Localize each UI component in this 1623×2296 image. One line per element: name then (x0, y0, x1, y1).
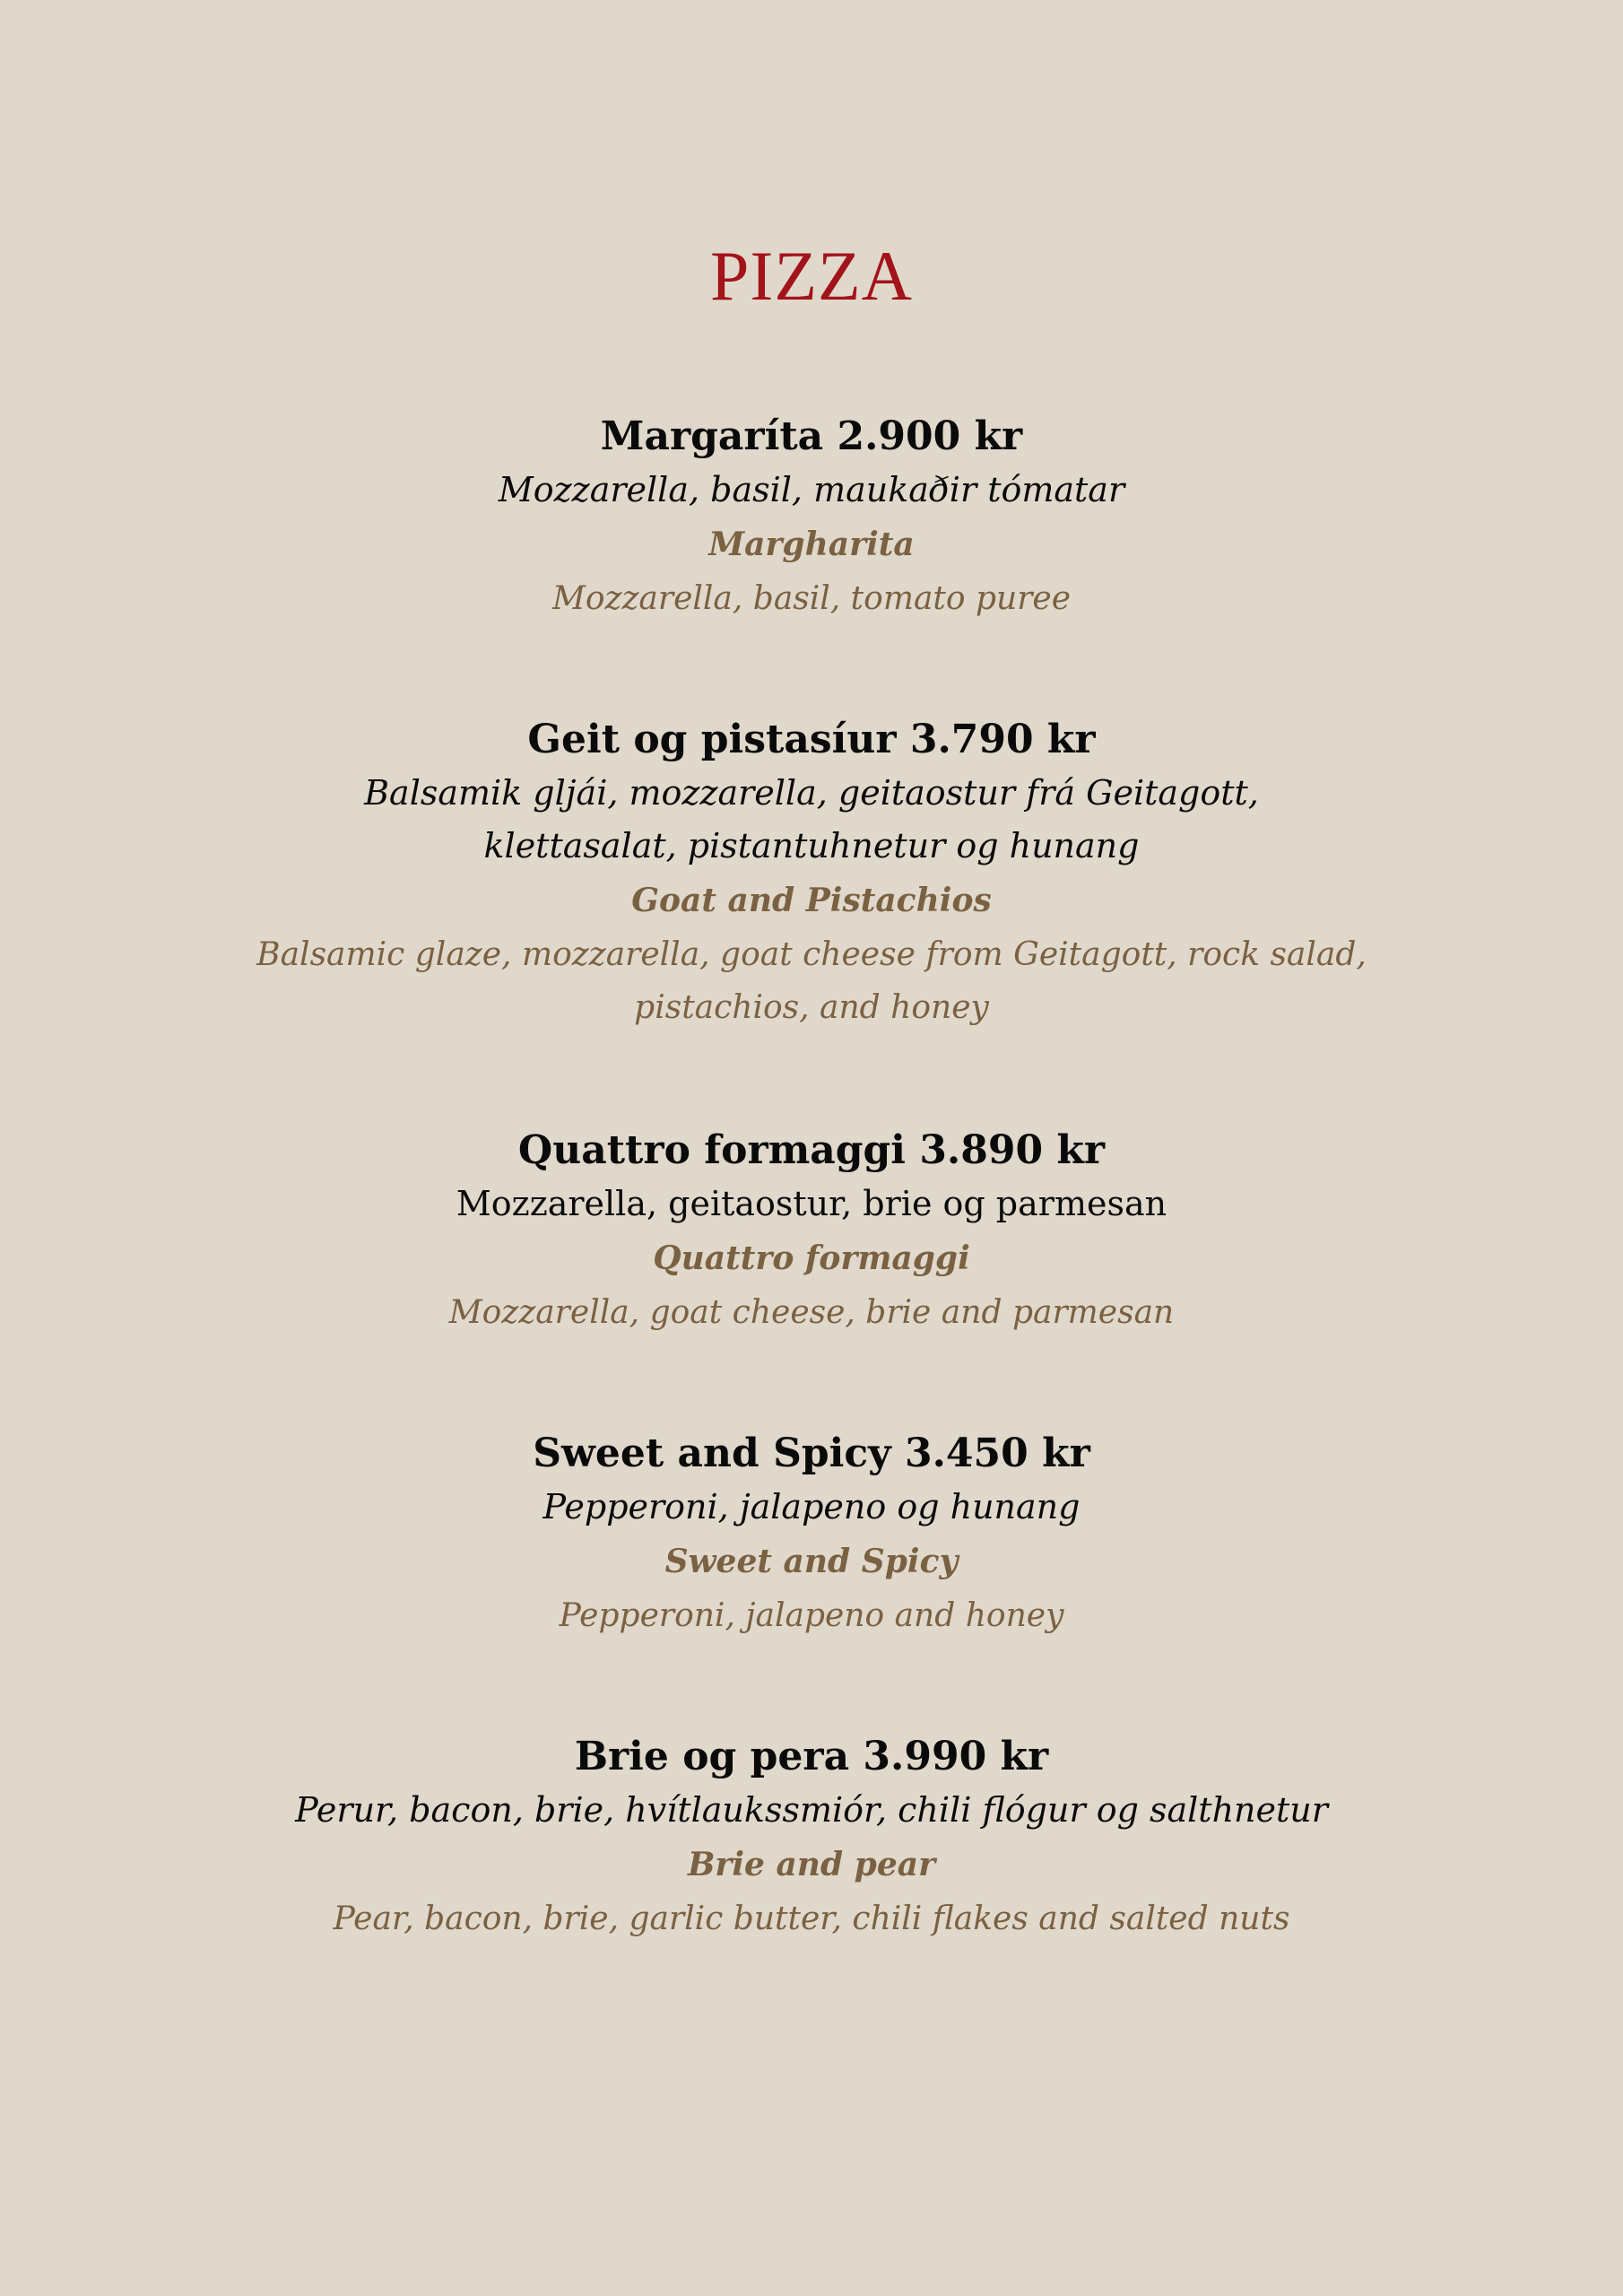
item-name-icelandic: Margaríta 2.900 kr (600, 413, 1023, 459)
item-description-english: Mozzarella, basil, tomato puree (551, 580, 1072, 617)
item-name-icelandic: Sweet and Spicy 3.450 kr (533, 1431, 1090, 1476)
item-name-english: Quattro formaggi (653, 1239, 970, 1277)
item-description-english: Balsamic glaze, mozzarella, goat cheese from Geitagott, rock salad, (256, 936, 1367, 973)
item-description-icelandic: Perur, bacon, brie, hvítlaukssmiór, chili flógur og salthnetur (295, 1790, 1328, 1830)
item-description-english: Pepperoni, jalapeno and honey (559, 1597, 1064, 1634)
item-name-icelandic: Brie og pera 3.990 kr (574, 1734, 1049, 1779)
menu-item-brie-og-pera (0, 1730, 1623, 1945)
menu-item-sweet-and-spicy (0, 1427, 1623, 1642)
item-name-icelandic: Quattro formaggi 3.890 kr (517, 1127, 1106, 1173)
item-name-english: Sweet and Spicy (664, 1543, 959, 1580)
item-description-icelandic: Mozzarella, geitaostur, brie og parmesan (456, 1184, 1167, 1223)
item-description-icelandic: Mozzarella, basil, maukaðir tómatar (498, 470, 1125, 509)
item-name-english: Margharita (708, 526, 915, 563)
item-description-english: pistachios, and honey (634, 989, 989, 1026)
menu-title: PIZZA (710, 237, 913, 315)
item-description-icelandic: klettasalat, pistantuhnetur og hunang (483, 826, 1140, 865)
menu-item-quattro-formaggi (0, 1124, 1623, 1339)
item-description-icelandic: Pepperoni, jalapeno og hunang (542, 1487, 1081, 1526)
menu-item-geit-og-pistasiur (0, 713, 1623, 1034)
item-description-english: Mozzarella, goat cheese, brie and parmesan (448, 1294, 1175, 1331)
item-name-icelandic: Geit og pistasíur 3.790 kr (527, 717, 1096, 762)
item-name-english: Brie and pear (687, 1846, 936, 1883)
menu-item-margarita (0, 410, 1623, 625)
item-description-english: Pear, bacon, brie, garlic butter, chili flakes and salted nuts (333, 1900, 1290, 1937)
item-description-icelandic: Balsamik gljái, mozzarella, geitaostur frá Geitagott, (364, 773, 1259, 813)
item-name-english: Goat and Pistachios (631, 882, 992, 919)
